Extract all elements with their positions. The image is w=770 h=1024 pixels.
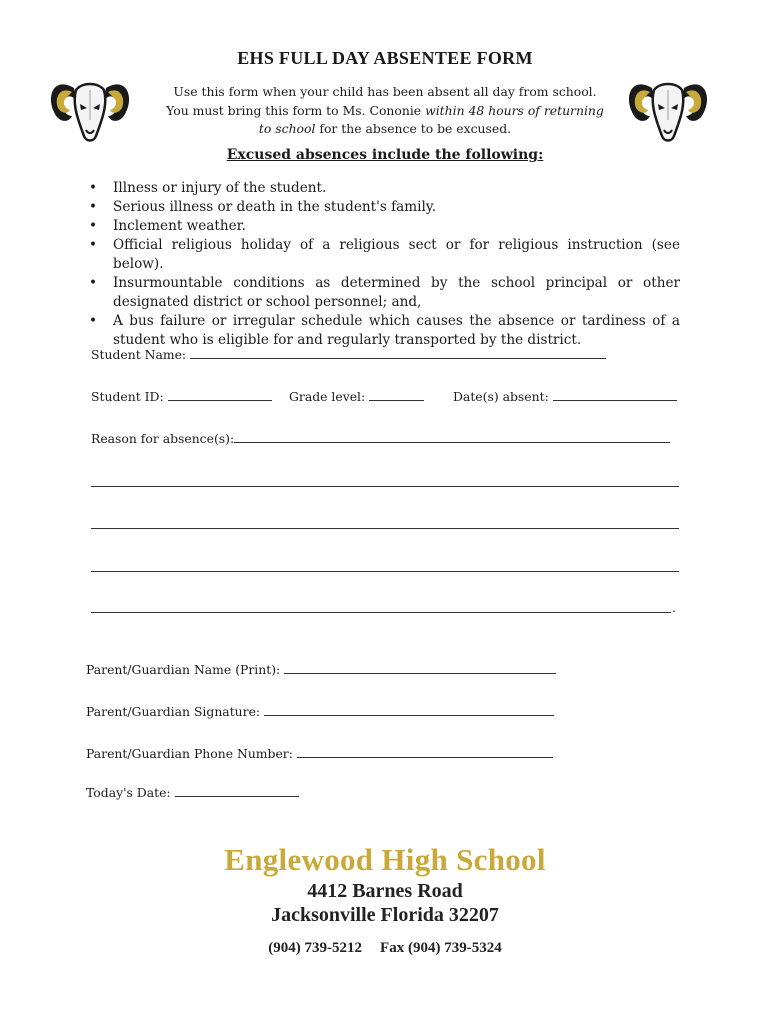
bullet-icon: • bbox=[89, 237, 98, 253]
bullet-icon: • bbox=[89, 275, 98, 291]
student-id-row bbox=[91, 389, 272, 404]
reason-label: Reason for absence(s): bbox=[91, 431, 235, 446]
parent-name-field[interactable] bbox=[284, 662, 556, 674]
reason-continuation-line-4[interactable] bbox=[91, 612, 671, 613]
address-line-2: Jacksonville Florida 32207 bbox=[271, 904, 499, 926]
reason-continuation-line-2[interactable] bbox=[91, 528, 679, 529]
reason-row bbox=[91, 431, 670, 446]
parent-signature-label: Parent/Guardian Signature: bbox=[86, 704, 261, 719]
parent-name-row bbox=[86, 662, 556, 677]
list-item bbox=[88, 274, 680, 312]
list-item-text: Insurmountable conditions as determined by the school principal or other designated district or school personnel; and, bbox=[113, 275, 680, 310]
todays-date-field[interactable] bbox=[175, 785, 299, 797]
parent-signature-field[interactable] bbox=[264, 704, 554, 716]
list-item-text: Official religious holiday of a religious sect or for religious instruction (see below). bbox=[113, 237, 680, 272]
intro-line-2-text: You must bring this form to Ms. Cononie bbox=[166, 102, 426, 118]
parent-phone-label: Parent/Guardian Phone Number: bbox=[86, 746, 293, 761]
excused-absences-list bbox=[88, 179, 680, 350]
parent-phone-row bbox=[86, 746, 553, 761]
list-item bbox=[88, 217, 680, 236]
list-item bbox=[88, 179, 680, 198]
parent-signature-row bbox=[86, 704, 554, 719]
parent-phone-field[interactable] bbox=[297, 746, 553, 758]
reason-end-period: . bbox=[672, 600, 676, 615]
phone-number: (904) 739-5212 bbox=[268, 940, 363, 956]
fax-number: Fax (904) 739-5324 bbox=[380, 940, 502, 956]
dates-absent-row bbox=[453, 389, 677, 404]
school-name: Englewood High School bbox=[224, 842, 546, 877]
grade-level-field[interactable] bbox=[369, 389, 424, 401]
excused-absences-heading: Excused absences include the following: bbox=[226, 147, 544, 163]
bullet-icon: • bbox=[89, 218, 98, 234]
intro-line-2 bbox=[150, 102, 620, 121]
list-item bbox=[88, 236, 680, 274]
form-title: EHS FULL DAY ABSENTEE FORM bbox=[237, 48, 533, 68]
intro-deadline-emphasis: within 48 hours of returning bbox=[425, 102, 604, 118]
reason-continuation-line-3[interactable] bbox=[91, 571, 679, 572]
todays-date-row bbox=[86, 785, 299, 800]
list-item bbox=[88, 312, 680, 350]
form-instructions bbox=[150, 83, 620, 139]
dates-absent-label: Date(s) absent: bbox=[453, 389, 549, 404]
list-item-text: Inclement weather. bbox=[113, 218, 246, 234]
todays-date-label: Today's Date: bbox=[86, 785, 171, 800]
student-name-label: Student Name: bbox=[91, 347, 187, 362]
bullet-icon: • bbox=[89, 199, 98, 215]
reason-field[interactable] bbox=[234, 431, 670, 443]
ram-logo-right-icon bbox=[622, 70, 714, 148]
list-item-text: Serious illness or death in the student's family. bbox=[113, 199, 437, 215]
grade-level-label: Grade level: bbox=[289, 389, 366, 404]
list-item-text: Illness or injury of the student. bbox=[113, 180, 327, 196]
student-name-field[interactable] bbox=[190, 347, 606, 359]
grade-level-row bbox=[289, 389, 424, 404]
bullet-icon: • bbox=[89, 180, 98, 196]
parent-name-label: Parent/Guardian Name (Print): bbox=[86, 662, 281, 677]
contact-numbers bbox=[0, 940, 770, 957]
intro-line-3-text: for the absence to be excused. bbox=[315, 121, 512, 136]
student-id-label: Student ID: bbox=[91, 389, 164, 404]
list-item bbox=[88, 198, 680, 217]
intro-deadline-emphasis-cont: to school bbox=[258, 121, 316, 136]
ram-logo-left-icon bbox=[44, 70, 136, 148]
bullet-icon: • bbox=[89, 313, 98, 329]
list-item-text: A bus failure or irregular schedule which causes the absence or tardiness of a student who is eligible for and regularly transported by the district. bbox=[113, 313, 680, 348]
dates-absent-field[interactable] bbox=[553, 389, 677, 401]
intro-line-3 bbox=[150, 120, 620, 139]
reason-continuation-line-1[interactable] bbox=[91, 486, 679, 487]
intro-line-1: Use this form when your child has been absent all day from school. bbox=[173, 84, 597, 99]
student-name-row bbox=[91, 347, 606, 362]
student-id-field[interactable] bbox=[168, 389, 272, 401]
address-line-1: 4412 Barnes Road bbox=[307, 880, 463, 902]
